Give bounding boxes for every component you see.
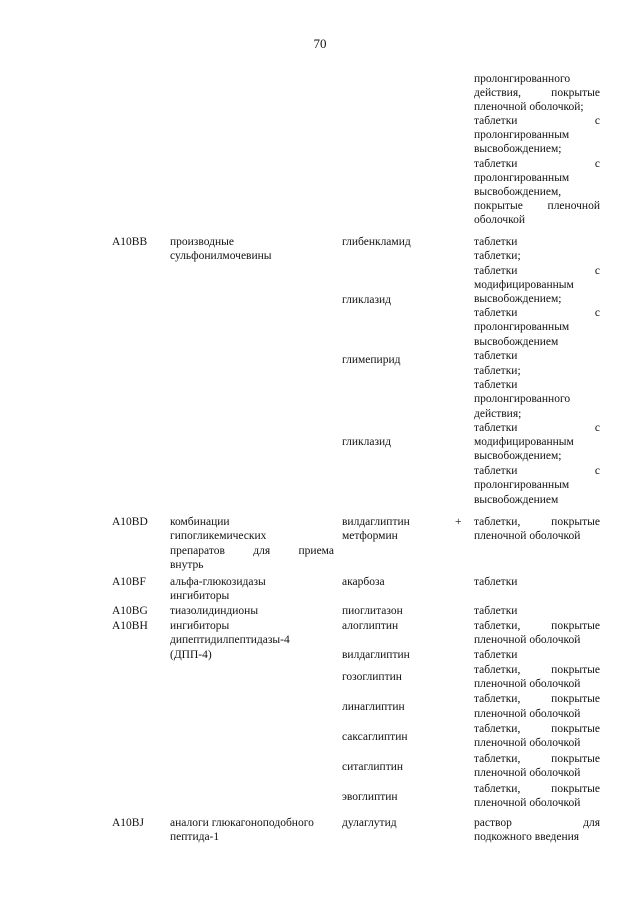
table-cell-line: таблетки: [474, 605, 518, 617]
table-cell-line: пленочной оболочкой: [474, 708, 581, 720]
table-cell-line: A10BB: [112, 236, 148, 248]
table-cell-line: линаглиптин: [342, 701, 405, 713]
table-cell-line: пиоглитазон: [342, 605, 403, 617]
table-cell-line: таблетки, покрытые: [474, 620, 600, 632]
table-cell-line: подкожного введения: [474, 831, 580, 843]
table-cell-line: глимепирид: [342, 354, 401, 366]
table-cell-line: таблетки с: [474, 265, 600, 277]
table-cell-line: пролонгированным: [474, 321, 570, 333]
table-cell-line: ситаглиптин: [342, 761, 404, 773]
table-cell-line: ингибиторы: [170, 620, 230, 632]
table-cell-line: метформин: [342, 530, 398, 542]
table-cell-line: высвобождением;: [474, 293, 562, 305]
table-cell-line: таблетки: [474, 576, 518, 588]
table-cell-line: саксаглиптин: [342, 731, 408, 743]
table-cell-line: таблетки, покрытые: [474, 693, 600, 705]
table-cell-line: вилдаглиптин: [342, 516, 410, 528]
table-cell-line: A10BF: [112, 576, 146, 588]
table-cell-line: оболочкой: [474, 214, 526, 226]
table-cell-line: пролонгированного: [474, 393, 571, 405]
page-number: 70: [313, 36, 327, 51]
table-cell-line: модифицированным: [474, 279, 574, 291]
table-cell-line: A10BD: [112, 516, 148, 528]
table-cell-line: гозоглиптин: [342, 671, 402, 683]
table-cell-line: пролонгированным: [474, 129, 570, 141]
table-cell-line: сульфонилмочевины: [170, 250, 272, 262]
table-cell-line: пленочной оболочкой: [474, 797, 581, 809]
table-cell-line: таблетки с: [474, 307, 600, 319]
table-cell-line: пленочной оболочкой: [474, 678, 581, 690]
table-cell-line: таблетки;: [474, 250, 521, 262]
table-cell-line: действия, покрытые: [474, 87, 600, 99]
table-cell-line: глибенкламид: [342, 236, 411, 248]
table-cell-line: действия;: [474, 408, 522, 420]
table-cell-line: пролонгированного: [474, 73, 571, 85]
table-cell-line: пленочной оболочкой;: [474, 101, 584, 113]
table-cell-line: A10BG: [112, 605, 148, 617]
table-cell-line: пленочной оболочкой: [474, 737, 581, 749]
table-cell-line: таблетки с: [474, 465, 600, 477]
table-cell-line: ингибиторы: [170, 590, 230, 602]
table-cell-line: эвоглиптин: [342, 791, 398, 803]
table-cell-line: высвобождением: [474, 494, 559, 506]
table-cell-line: алоглиптин: [342, 620, 399, 632]
table-cell-line: гликлазид: [342, 294, 392, 306]
table-cell-line: пленочной оболочкой: [474, 634, 581, 646]
table-cell-line: пролонгированным: [474, 172, 570, 184]
table-cell-line: таблетки;: [474, 365, 521, 377]
table-cell-line: таблетки с: [474, 422, 600, 434]
table-cell-line: таблетки, покрытые: [474, 753, 600, 765]
table-cell-line: комбинации: [170, 516, 230, 528]
table-cell-line: тиазолидиндионы: [170, 605, 259, 617]
table-cell-line: высвобождением: [474, 336, 559, 348]
table-cell-line: гипогликемических: [170, 530, 267, 542]
table-cell-line: пептида-1: [170, 831, 220, 843]
table-cell-line: таблетки, покрытые: [474, 516, 600, 528]
table-cell-line: гликлазид: [342, 436, 392, 448]
table-cell-line: альфа-глюкозидазы: [170, 576, 266, 588]
table-cell-line: таблетки с: [474, 158, 600, 170]
table-cell-line: таблетки: [474, 236, 518, 248]
table-cell-line: A10BH: [112, 620, 148, 632]
table-cell-line: высвобождением,: [474, 186, 562, 198]
table-cell-line: покрытые пленочной: [474, 200, 600, 212]
table-cell-line: препаратов для приема: [170, 545, 334, 557]
table-cell-line: A10BJ: [112, 817, 144, 829]
table-cell-line: дулаглутид: [342, 817, 397, 829]
table-cell-line: внутрь: [170, 559, 204, 571]
table-cell-line: таблетки, покрытые: [474, 783, 600, 795]
table-cell-line: таблетки, покрытые: [474, 664, 600, 676]
table-cell-line: пролонгированным: [474, 479, 570, 491]
table-cell-line: таблетки: [474, 649, 518, 661]
table-cell-line: таблетки: [474, 350, 518, 362]
table-cell-line: пленочной оболочкой: [474, 767, 581, 779]
table-cell-line: вилдаглиптин: [342, 649, 410, 661]
combination-plus-sign: +: [455, 516, 462, 528]
table-cell-line: высвобождением;: [474, 450, 562, 462]
table-cell-line: производные: [170, 236, 234, 248]
table-cell-line: высвобождением;: [474, 143, 562, 155]
table-cell-line: акарбоза: [342, 576, 385, 588]
table-cell-line: таблетки: [474, 379, 518, 391]
table-cell-line: пленочной оболочкой: [474, 530, 581, 542]
table-cell-line: аналоги глюкагоноподобного: [170, 817, 314, 829]
table-cell-line: таблетки, покрытые: [474, 723, 600, 735]
table-cell-line: модифицированным: [474, 436, 574, 448]
table-cell-line: (ДПП-4): [170, 649, 212, 661]
table-cell-line: дипептидилпептидазы-4: [170, 634, 290, 646]
table-cell-line: раствор для: [474, 817, 600, 829]
table-cell-line: таблетки с: [474, 115, 600, 127]
